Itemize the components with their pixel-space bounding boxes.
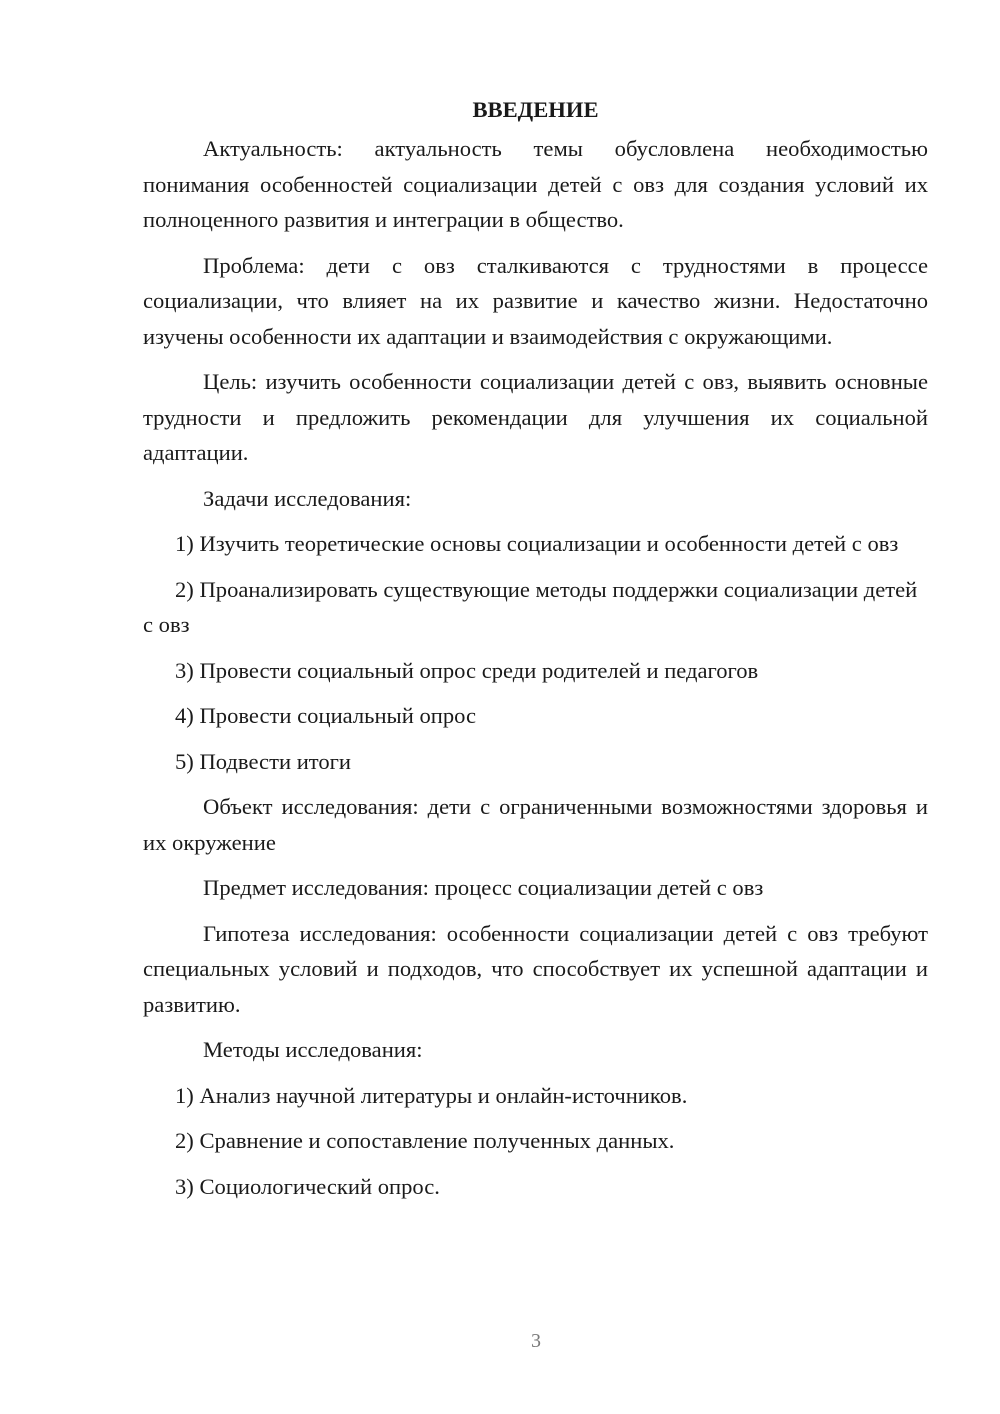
problem-paragraph: Проблема: дети с овз сталкиваются с трудностями в процессе социализации, что влияет на их развитие и качество жизни. Недостаточно изучены особенности их адаптации и взаимодействия с окружающими. — [143, 252, 928, 349]
task-item-1: 1) Изучить теоретические основы социализации и особенности детей с овз — [175, 531, 899, 556]
subject-paragraph: Предмет исследования: процесс социализации детей с овз — [203, 875, 764, 900]
object-paragraph: Объект исследования: дети с ограниченными возможностями здоровья и их окружение — [143, 794, 928, 855]
method-item-2: 2) Сравнение и сопоставление полученных данных. — [175, 1128, 675, 1153]
methods-heading: Методы исследования: — [203, 1037, 423, 1062]
method-item-3: 3) Социологический опрос. — [175, 1173, 440, 1199]
tasks-heading: Задачи исследования: — [203, 485, 412, 511]
page-title: ВВЕДЕНИЕ — [472, 97, 599, 122]
task-item-3: 3) Провести социальный опрос среди родителей и педагогов — [175, 657, 759, 683]
hypothesis-paragraph: Гипотеза исследования: особенности социализации детей с овз требуют специальных условий и подходов, что способствует их успешной адаптации и развитию. — [143, 920, 928, 1017]
method-item-1: 1) Анализ научной литературы и онлайн-источников. — [175, 1082, 688, 1108]
goal-paragraph: Цель: изучить особенности социализации детей с овз, выявить основные трудности и предложить рекомендации для улучшения их социальной адаптации. — [143, 369, 928, 465]
task-item-5: 5) Подвести итоги — [175, 748, 352, 774]
page-number: 3 — [531, 1330, 541, 1352]
document-page — [143, 92, 928, 1214]
relevance-paragraph: Актуальность: актуальность темы обусловлена необходимостью понимания особенностей социализации детей с овз для создания условий их полноценного развития и интеграции в общество. — [143, 136, 928, 232]
task-item-4: 4) Провести социальный опрос — [175, 703, 477, 728]
task-item-2: 2) Проанализировать существующие методы поддержки социализации детей с овз — [143, 576, 918, 637]
